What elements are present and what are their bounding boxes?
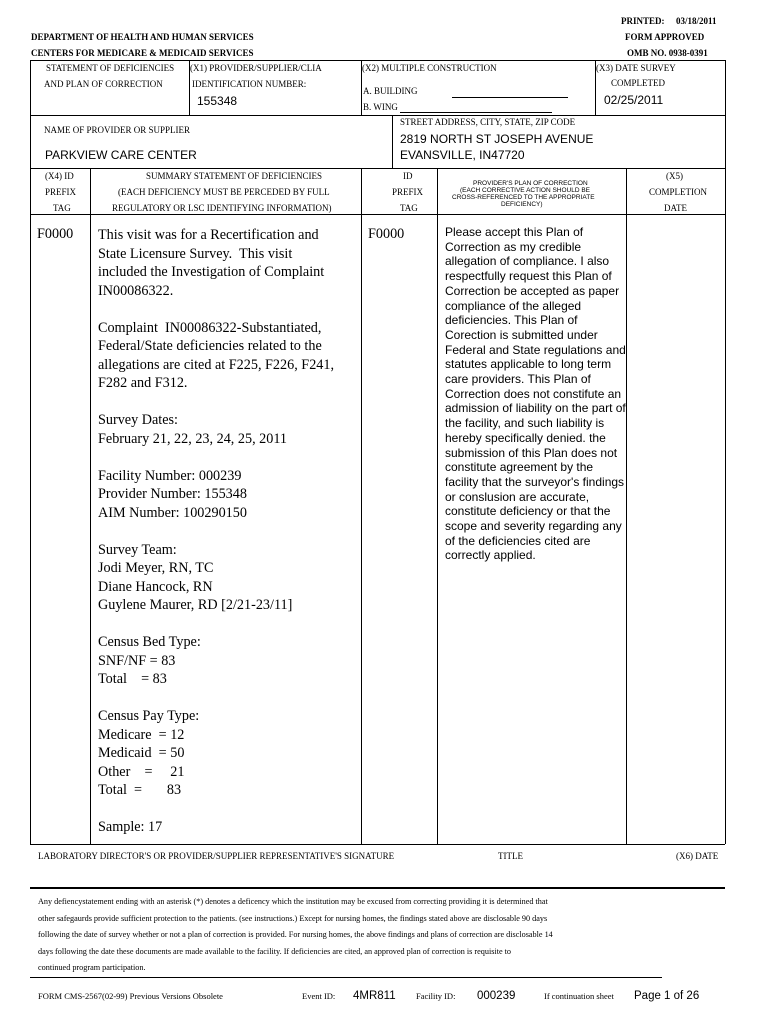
plan-line: hereby specifically denied. the — [445, 430, 606, 445]
disclaimer — [38, 894, 718, 977]
plan-line: submission of this Plan does not — [445, 445, 618, 460]
plan-line: correctly applied. — [445, 548, 536, 563]
title-label: TITLE — [498, 851, 523, 861]
header-top-rule — [30, 60, 725, 61]
x5-header-1: (X5) — [666, 171, 683, 181]
summary-line: Census Bed Type: — [98, 634, 201, 650]
x4-header-3: TAG — [53, 203, 71, 213]
col-divider-2 — [361, 168, 362, 844]
right-border — [725, 60, 726, 844]
summary-paragraph — [98, 541, 360, 615]
plan-line: care providers. This Plan of — [445, 372, 591, 387]
columns-bottom-rule — [30, 214, 725, 215]
summary-line: Survey Dates: — [98, 412, 178, 428]
form-approved: FORM APPROVED — [625, 32, 705, 42]
plan-line: constitute deficiency or that the — [445, 504, 611, 519]
x2-building-label: A. BUILDING — [363, 86, 418, 96]
continuation-label: If continuation sheet — [544, 991, 614, 1001]
plan-line: or conslusion are accurate, — [445, 489, 590, 504]
disclaimer-line: days following the date these documents are made available to the facility. If deficiencies are cited, an approved plan of correction is requisite to — [38, 946, 512, 956]
summary-line: Provider Number: 155348 — [98, 486, 247, 502]
plan-line: facility that the surveyor's findings — [445, 474, 625, 489]
summary-line: F282 and F312. — [98, 375, 188, 391]
x3-label-2: COMPLETED — [611, 78, 665, 88]
summary-line: SNF/NF = 83 — [98, 652, 176, 669]
plan-line: admission of liability on the part of — [445, 401, 626, 416]
plan-header-3: CROSS-REFERENCED TO THE APPROPRIATE — [452, 194, 595, 201]
summary-paragraph — [98, 226, 360, 300]
form-number: FORM CMS-2567(02-99) Previous Versions Obsolete — [38, 991, 223, 1001]
plan-line: Please accept this Plan of — [445, 225, 584, 239]
id-header-1: ID — [403, 171, 413, 181]
address-divider — [392, 115, 393, 168]
summary-line: Total = 83 — [98, 671, 167, 687]
provider-name-label: NAME OF PROVIDER OR SUPPLIER — [44, 125, 191, 135]
summary-paragraph — [98, 411, 360, 448]
plan-header-1: PROVIDER'S PLAN OF CORRECTION — [473, 180, 588, 187]
summary-header-2: (EACH DEFICIENCY MUST BE PERCEDED BY FULL — [118, 187, 330, 197]
x3-label-1: (X3) DATE SURVEY — [596, 63, 676, 73]
summary-line: State Licensure Survey. This visit — [98, 245, 293, 262]
summary-line: Jodi Meyer, RN, TC — [98, 560, 214, 576]
summary-paragraph — [98, 818, 360, 837]
x1-label-2: IDENTIFICATION NUMBER: — [192, 79, 307, 89]
disclaimer-line: Any defiencystatement ending with an asterisk (*) denotes a deficency which the institution may be excused from correcting providing it is determined that — [38, 897, 548, 906]
address-label: STREET ADDRESS, CITY, STATE, ZIP CODE — [400, 117, 576, 127]
id-header-2: PREFIX — [392, 187, 424, 197]
address-line-1: 2819 NORTH ST JOSEPH AVENUE — [400, 132, 594, 146]
plan-line: Correction as my credible — [445, 239, 582, 254]
summary-line: allegations are cited at F225, F226, F241, — [98, 356, 335, 373]
left-border — [30, 60, 31, 844]
col-divider-1 — [90, 168, 91, 844]
plan-line: Corection is submitted under — [445, 327, 598, 342]
summary-line: Survey Team: — [98, 541, 177, 558]
summary-line: Diane Hancock, RN — [98, 578, 213, 595]
summary-line: This visit was for a Recertification and — [98, 227, 319, 243]
summary-line: Sample: 17 — [98, 819, 163, 835]
plan-header-2: (EACH CORRECTIVE ACTION SHOULD BE — [460, 187, 591, 194]
department-title: DEPARTMENT OF HEALTH AND HUMAN SERVICES — [31, 32, 254, 42]
signature-rule — [30, 887, 725, 889]
summary-line: Guylene Maurer, RD [2/21-23/11] — [98, 597, 293, 613]
header-mid-rule — [30, 115, 725, 116]
plan-line: the facility, and such liability is — [445, 416, 605, 431]
x2-wing-line — [400, 112, 552, 113]
summary-paragraph — [98, 707, 360, 800]
x3-date-value: 02/25/2011 — [604, 93, 664, 107]
summary-line: Total = 83 — [98, 782, 182, 798]
plan-line: statutes applicable to long term — [445, 357, 612, 372]
address-line-2: EVANSVILLE, IN47720 — [400, 148, 525, 162]
footer-rule — [30, 977, 662, 978]
plan-line: of the deficiencies cited are — [445, 533, 591, 548]
signature-label: LABORATORY DIRECTOR'S OR PROVIDER/SUPPLIER REPRESENTATIVE'S SIGNATURE — [38, 851, 395, 861]
summary-header-1: SUMMARY STATEMENT OF DEFICIENCIES — [146, 171, 323, 181]
deficiency-tag-right: F0000 — [368, 226, 405, 242]
col-divider-3 — [437, 168, 438, 844]
summary-paragraph — [98, 319, 360, 393]
plan-of-correction — [445, 225, 625, 563]
plan-line: Federal and State regulations and — [445, 342, 626, 357]
x4-header-1: (X4) ID — [45, 171, 74, 181]
summary-line: Other = 21 — [98, 763, 185, 780]
statement-label-2: AND PLAN OF CORRECTION — [44, 79, 163, 89]
plan-line: constitute agreement by the — [445, 460, 594, 475]
plan-line: Correction be accepted as paper — [445, 283, 620, 298]
x5-header-2: COMPLETION — [649, 187, 707, 197]
summary-line: Medicare = 12 — [98, 726, 185, 743]
printed-date: 03/18/2011 — [676, 16, 717, 26]
facility-id-value: 000239 — [477, 990, 516, 1002]
summary-line: Medicaid = 50 — [98, 745, 185, 761]
plan-line: Correction does not constifute an — [445, 386, 622, 401]
x2-wing-label: B. WING — [363, 102, 398, 112]
centers-title: CENTERS FOR MEDICARE & MEDICAID SERVICES — [31, 48, 254, 58]
x1-label-1: (X1) PROVIDER/SUPPLIER/CLIA — [190, 63, 322, 73]
omb-number: OMB NO. 0938-0391 — [627, 48, 708, 58]
summary-header-3: REGULATORY OR LSC IDENTIFYING INFORMATION) — [112, 203, 332, 213]
provider-name-value: PARKVIEW CARE CENTER — [45, 148, 197, 162]
x2-label: (X2) MULTIPLE CONSTRUCTION — [362, 63, 497, 73]
summary-line: AIM Number: 100290150 — [98, 504, 247, 521]
plan-line: scope and severity regarding any — [445, 519, 622, 534]
plan-header-4: DEFICIENCY) — [501, 201, 543, 208]
plan-line: deficiencies. This Plan of — [445, 313, 578, 328]
summary-statement — [98, 226, 360, 855]
summary-line: Complaint IN00086322-Substantiated, — [98, 319, 322, 336]
summary-line: Federal/State deficiencies related to the — [98, 338, 322, 354]
summary-line: included the Investigation of Complaint — [98, 264, 325, 280]
facility-id-label: Facility ID: — [416, 991, 456, 1001]
x6-date-label: (X6) DATE — [676, 851, 719, 861]
columns-top-rule — [30, 168, 725, 169]
summary-line: Facility Number: 000239 — [98, 467, 242, 484]
disclaimer-line: continued program participation. — [38, 963, 146, 973]
x4-header-2: PREFIX — [45, 187, 77, 197]
col-divider-4 — [626, 168, 627, 844]
summary-line: February 21, 22, 23, 24, 25, 2011 — [98, 430, 288, 447]
page-number: Page 1 of 26 — [634, 990, 700, 1002]
summary-line: Census Pay Type: — [98, 708, 200, 724]
plan-line: compliance of the alleged — [445, 298, 582, 313]
deficiency-tag-left: F0000 — [37, 226, 74, 242]
printed-label: PRINTED: — [621, 16, 665, 26]
plan-line: respectfully request this Plan of — [445, 269, 612, 284]
summary-line: IN00086322. — [98, 282, 174, 299]
x2-building-line — [452, 97, 568, 98]
x1-identification-value: 155348 — [197, 94, 238, 108]
summary-paragraph — [98, 467, 360, 523]
disclaimer-line: following the date of survey whether or not a plan of correction is provided. For nursing homes, the above findings and plans of correction are disclosable 14 — [38, 930, 553, 940]
event-id-label: Event ID: — [302, 991, 336, 1001]
disclaimer-line: other safegaurds provide sufficient protection to the patients. (see instructions.) Except for nursing homes, the findings stated above are disclosable 90 days — [38, 913, 548, 923]
statement-label-1: STATEMENT OF DEFICIENCIES — [46, 63, 175, 73]
event-id-value: 4MR811 — [353, 990, 396, 1002]
id-header-3: TAG — [400, 203, 418, 213]
plan-line: allegation of compliance. I also — [445, 254, 610, 269]
x5-header-3: DATE — [664, 203, 687, 213]
summary-paragraph — [98, 633, 360, 689]
